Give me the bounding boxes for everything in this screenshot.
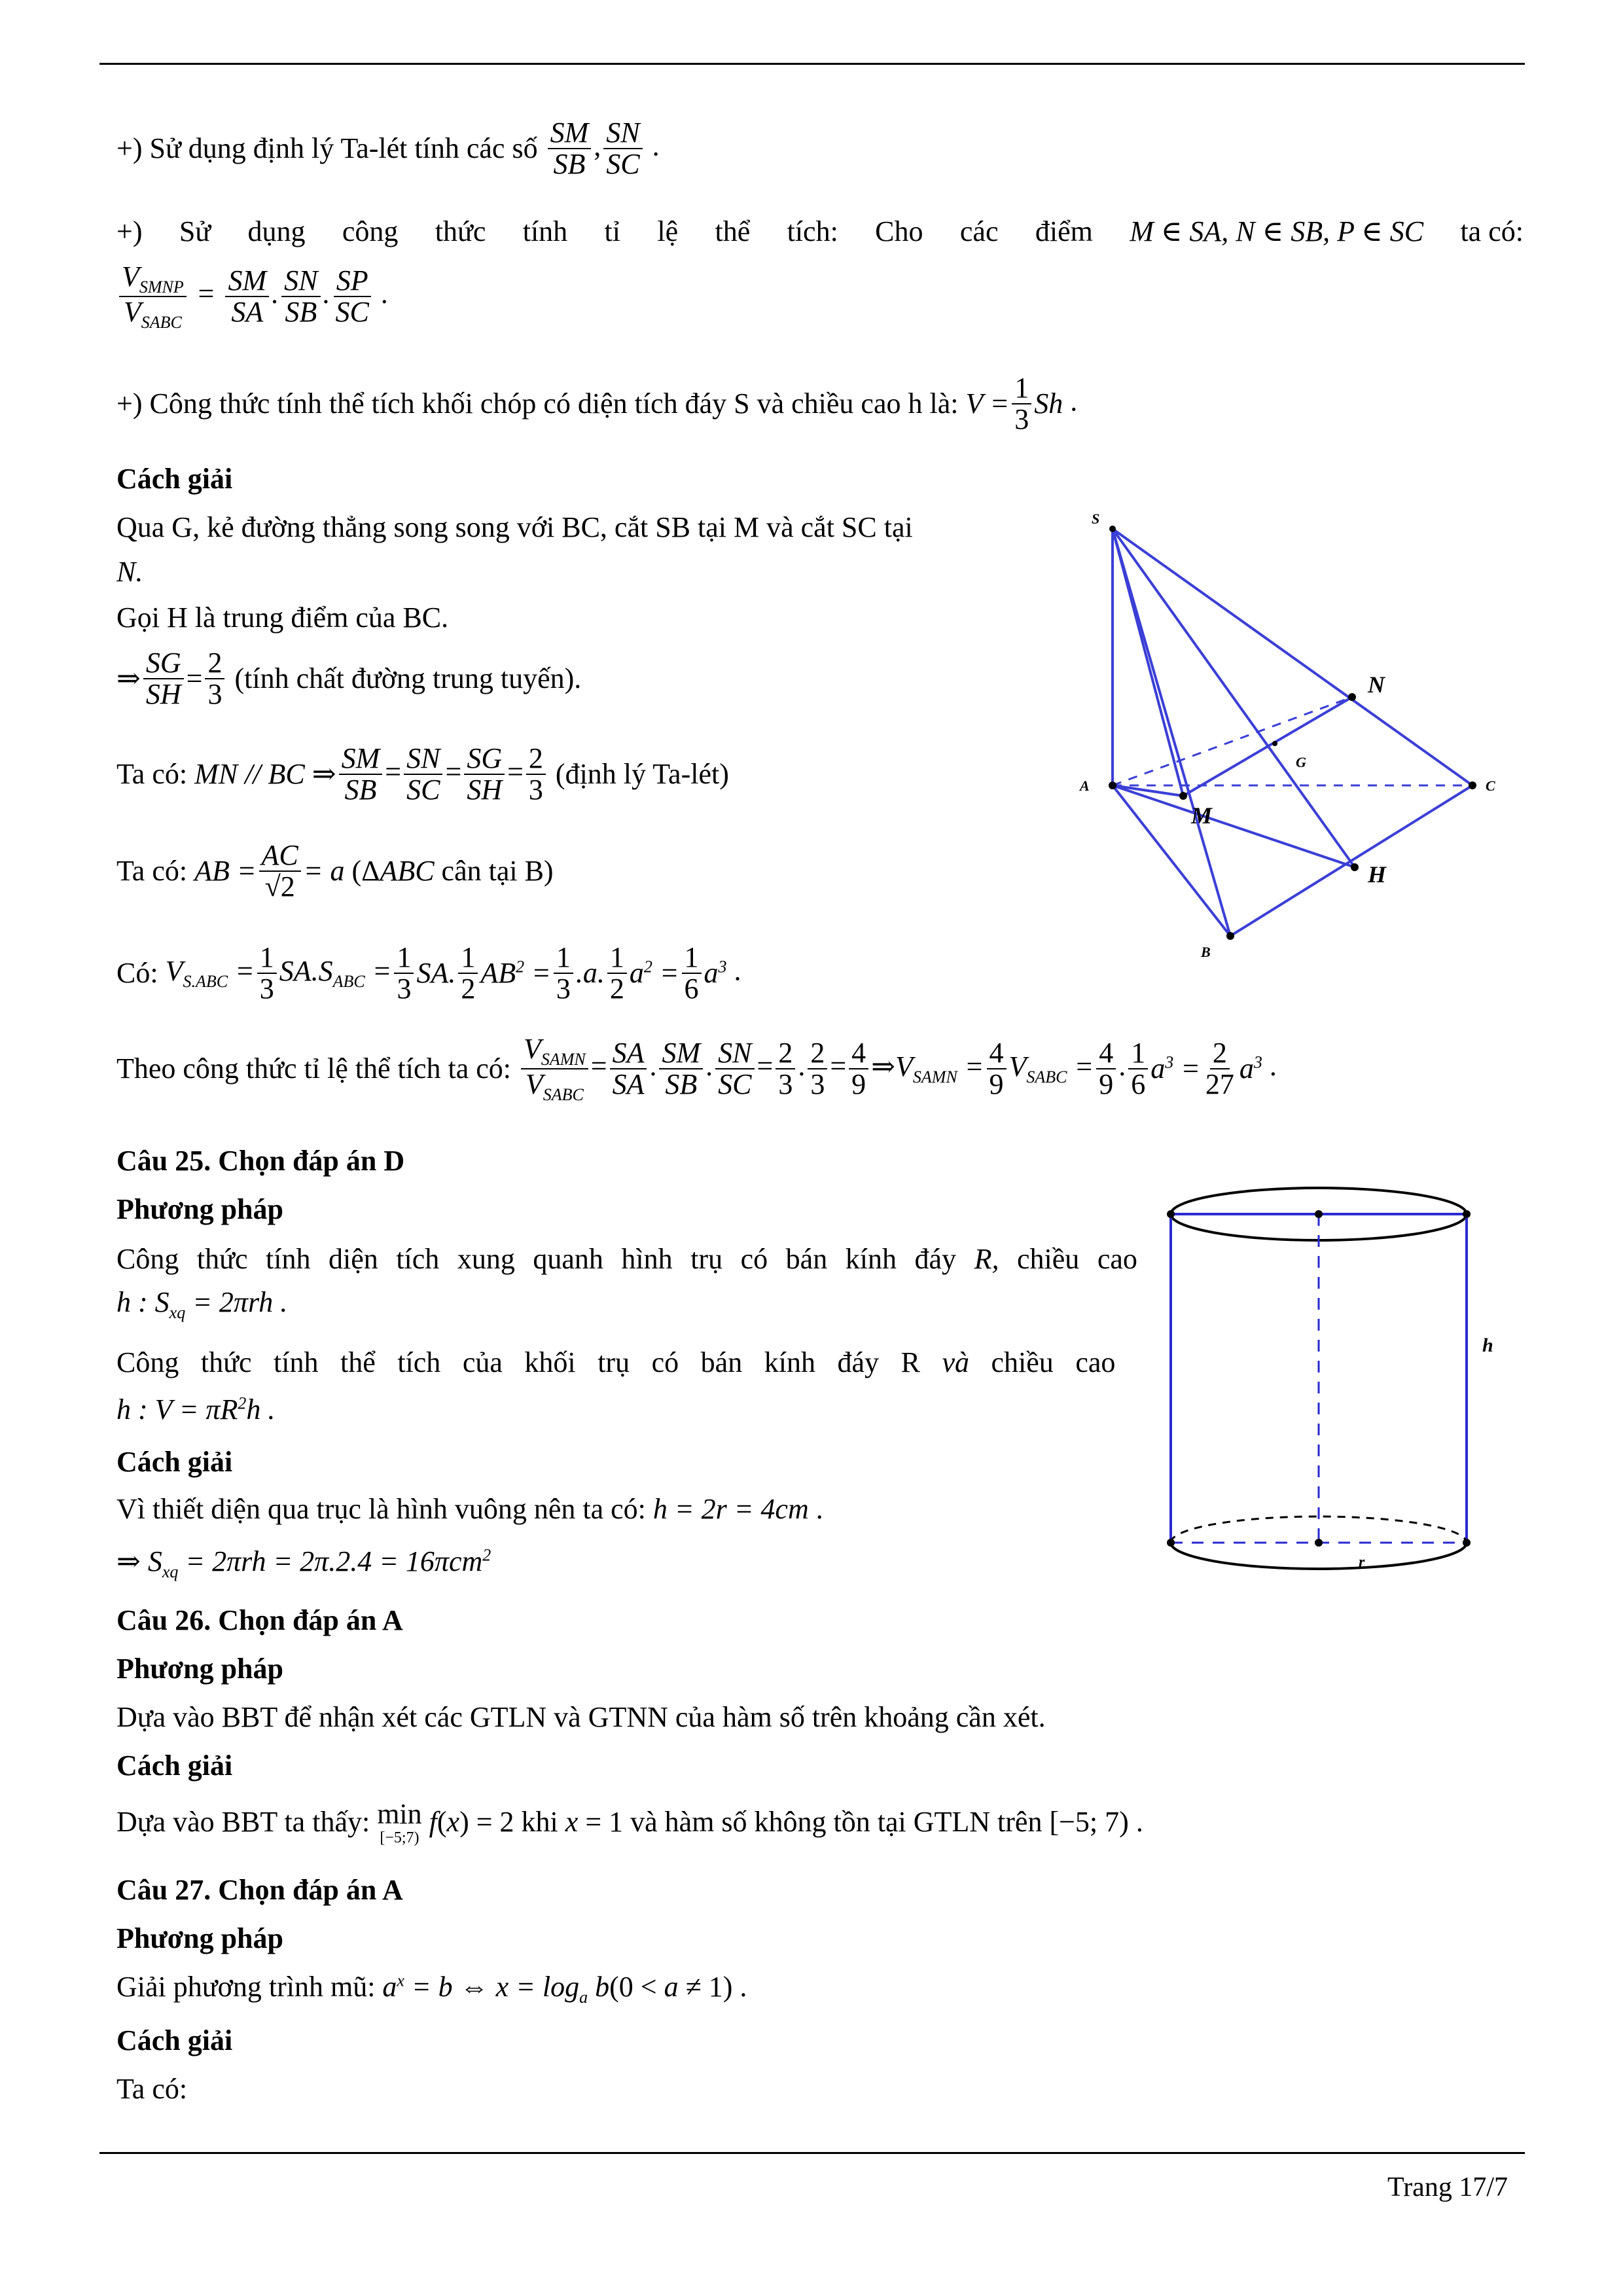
- header-rule: [99, 63, 1525, 65]
- q25-p1: Công thức tính diện tích xung quanh hình trụ có bán kính đáy R, chiều cao: [116, 1243, 1137, 1275]
- cylinder-figure: [1152, 1178, 1505, 1604]
- q27-m1: Giải phương trình mũ: $a^x = b$ ⇔ $x = \log_a b(0 < a \ne 1)$ .: [116, 1971, 747, 2007]
- sol24-p2: Gọi H là trung điểm của BC.: [116, 601, 449, 634]
- q27-s1: Ta có:: [116, 2073, 188, 2105]
- vertex-a: [1109, 781, 1116, 789]
- vertex-c: [1469, 781, 1476, 789]
- volume-samn: Theo công thức tỉ lệ thể tích ta có: $\frac{V_{SAMN}}{V_{SABC}}$ = $\frac{SA}{SA}$ . $\frac{SM}{SB}$ . $\frac{SN}{SC}$ = $\frac{2}{3}$ . $\frac{2}{3}$ = $\frac{4}{9}$ $\Rightarrow V_{SAMN}$ = $\frac{4}{9}$ $V_{SABC}$ = $\frac{4}{9}$ . $\frac{1}{6}$ $a^3$ = $\frac{2}{27}$ $a^3$ .: [116, 1033, 1277, 1104]
- edge-ab: [1113, 785, 1230, 936]
- vertex-s: [1109, 526, 1116, 532]
- edge-an-hidden: [1113, 697, 1352, 785]
- q25-solution: Cách giải: [116, 1446, 233, 1478]
- edge-sm: [1113, 529, 1183, 796]
- label-b: B: [1201, 944, 1211, 960]
- intro-line-2: +) Sử dụng công thức tính tỉ lệ thể tích: Cho các điểm M ∈ SA, N ∈ SB, P ∈ SC ta có:: [116, 215, 1524, 247]
- q25-s1: Vì thiết diện qua trục là hình vuông nên ta có: h = 2r = 4cm .: [116, 1493, 823, 1525]
- vertex-b: [1226, 932, 1234, 940]
- label-r-radius: r: [1359, 1554, 1365, 1571]
- intro-text: +) Sử dụng định lý Ta-lét tính các số: [116, 132, 538, 164]
- footer-rule: [99, 2152, 1525, 2154]
- q26-title: Câu 26. Chọn đáp án A: [116, 1604, 403, 1636]
- sol24-p1b: N.: [116, 556, 143, 588]
- q25-method: Phương pháp: [116, 1193, 283, 1225]
- label-n: N: [1368, 672, 1385, 698]
- q26-s1: Dựa vào BBT ta thấy: min [−5;7) f(x) = 2 khi x = 1 và hàm số không tồn tại GTLN trên [−5; 7) .: [116, 1798, 1143, 1847]
- volume-sabc: Có: $V_{S.ABC}$ = $\frac{1}{3}$ $SA.S_{ABC}$ = $\frac{1}{3}$ SA. $\frac{1}{2}$ $AB^2$ = $\frac{1}{3}$ .a. $\frac{1}{2}$ $a^2$ = $\frac{1}{6}$ $a^3$ .: [116, 941, 741, 1005]
- edge-am: [1113, 785, 1183, 796]
- label-c: C: [1486, 778, 1495, 794]
- one-third: $\frac{1}{3}$: [1012, 373, 1031, 435]
- q27-title: Câu 27. Chọn đáp án A: [116, 1874, 403, 1906]
- q25-title: Câu 25. Chọn đáp án D: [116, 1145, 405, 1177]
- label-g: G: [1296, 754, 1306, 770]
- page-number: Trang 17/7: [1387, 2172, 1508, 2202]
- ab-length: Ta có: AB = $\frac{AC}{√2}$ = a (ΔABC cân tại B): [116, 839, 554, 903]
- q27-method: Phương pháp: [116, 1922, 283, 1954]
- volume-ratio-formula: $\frac{V_{SMNP}}{V_{SABC}}$ = $\frac{SM}{SA}$ . $\frac{SN}{SB}$ . $\frac{SP}{SC}$ .: [116, 262, 389, 331]
- point-g: [1272, 741, 1277, 746]
- edge-bc: [1230, 785, 1472, 936]
- point-n: [1348, 693, 1356, 701]
- edge-ah: [1113, 785, 1355, 867]
- q25-p2: Công thức tính thể tích của khối trụ có bán kính đáy R và chiều cao: [116, 1346, 1116, 1378]
- edge-sb: [1113, 529, 1230, 936]
- label-s: S: [1092, 511, 1100, 527]
- lateral-area-formula: h : $S_{xq} = 2\pi rh$ .: [116, 1286, 288, 1322]
- label-h-height: h: [1482, 1335, 1493, 1356]
- label-h: H: [1368, 861, 1387, 888]
- edge-sh: [1113, 529, 1355, 867]
- talet-ratio: Ta có: MN // BC ⇒ $\frac{SM}{SB}$ = $\frac{SN}{SC}$ = $\frac{SG}{SH}$ = $\frac{2}{3}$ (định lý Ta-lét): [116, 742, 729, 806]
- q26-method: Phương pháp: [116, 1653, 283, 1685]
- q27-solution: Cách giải: [116, 2024, 233, 2056]
- q26-solution: Cách giải: [116, 1749, 233, 1782]
- solution-heading-24: Cách giải: [116, 463, 233, 495]
- q26-m1: Dựa vào BBT để nhận xét các GTLN và GTNN của hàm số trên khoảng cần xét.: [116, 1701, 1046, 1733]
- sol24-p1: Qua G, kẻ đường thẳng song song với BC, cắt SB tại M và cắt SC tại: [116, 511, 913, 543]
- label-m: M: [1191, 802, 1213, 829]
- pyramid-figure: [1067, 511, 1525, 962]
- point-h: [1351, 863, 1359, 871]
- ratio-sn-sc: $\frac{SN}{SC}$: [603, 118, 642, 179]
- point-m: [1179, 792, 1187, 800]
- ratio-sm-sb: $\frac{SM}{SB}$: [548, 118, 592, 179]
- intro-line-4: +) Công thức tính thể tích khối chóp có diện tích đáy S và chiều cao h là: V = $\frac{1}{3}$ Sh .: [116, 372, 1078, 436]
- point-condition: M ∈ SA, N ∈ SB, P ∈ SC: [1130, 215, 1424, 247]
- edge-sc: [1113, 529, 1472, 785]
- segment-mn: [1183, 697, 1352, 796]
- label-a: A: [1080, 778, 1090, 794]
- median-ratio: ⇒ $\frac{SG}{SH}$ = $\frac{2}{3}$ (tính chất đường trung tuyến).: [116, 647, 582, 711]
- q25-result: ⇒ $S_{xq} = 2\pi rh = 2\pi.2.4 = 16\pi cm^2$: [116, 1545, 491, 1581]
- intro-line-1: +) Sử dụng định lý Ta-lét tính các số $\frac{SM}{SB}$ , $\frac{SN}{SC}$ .: [116, 117, 660, 181]
- cylinder-volume-formula: h : $V = \pi R^2h$ .: [116, 1393, 276, 1426]
